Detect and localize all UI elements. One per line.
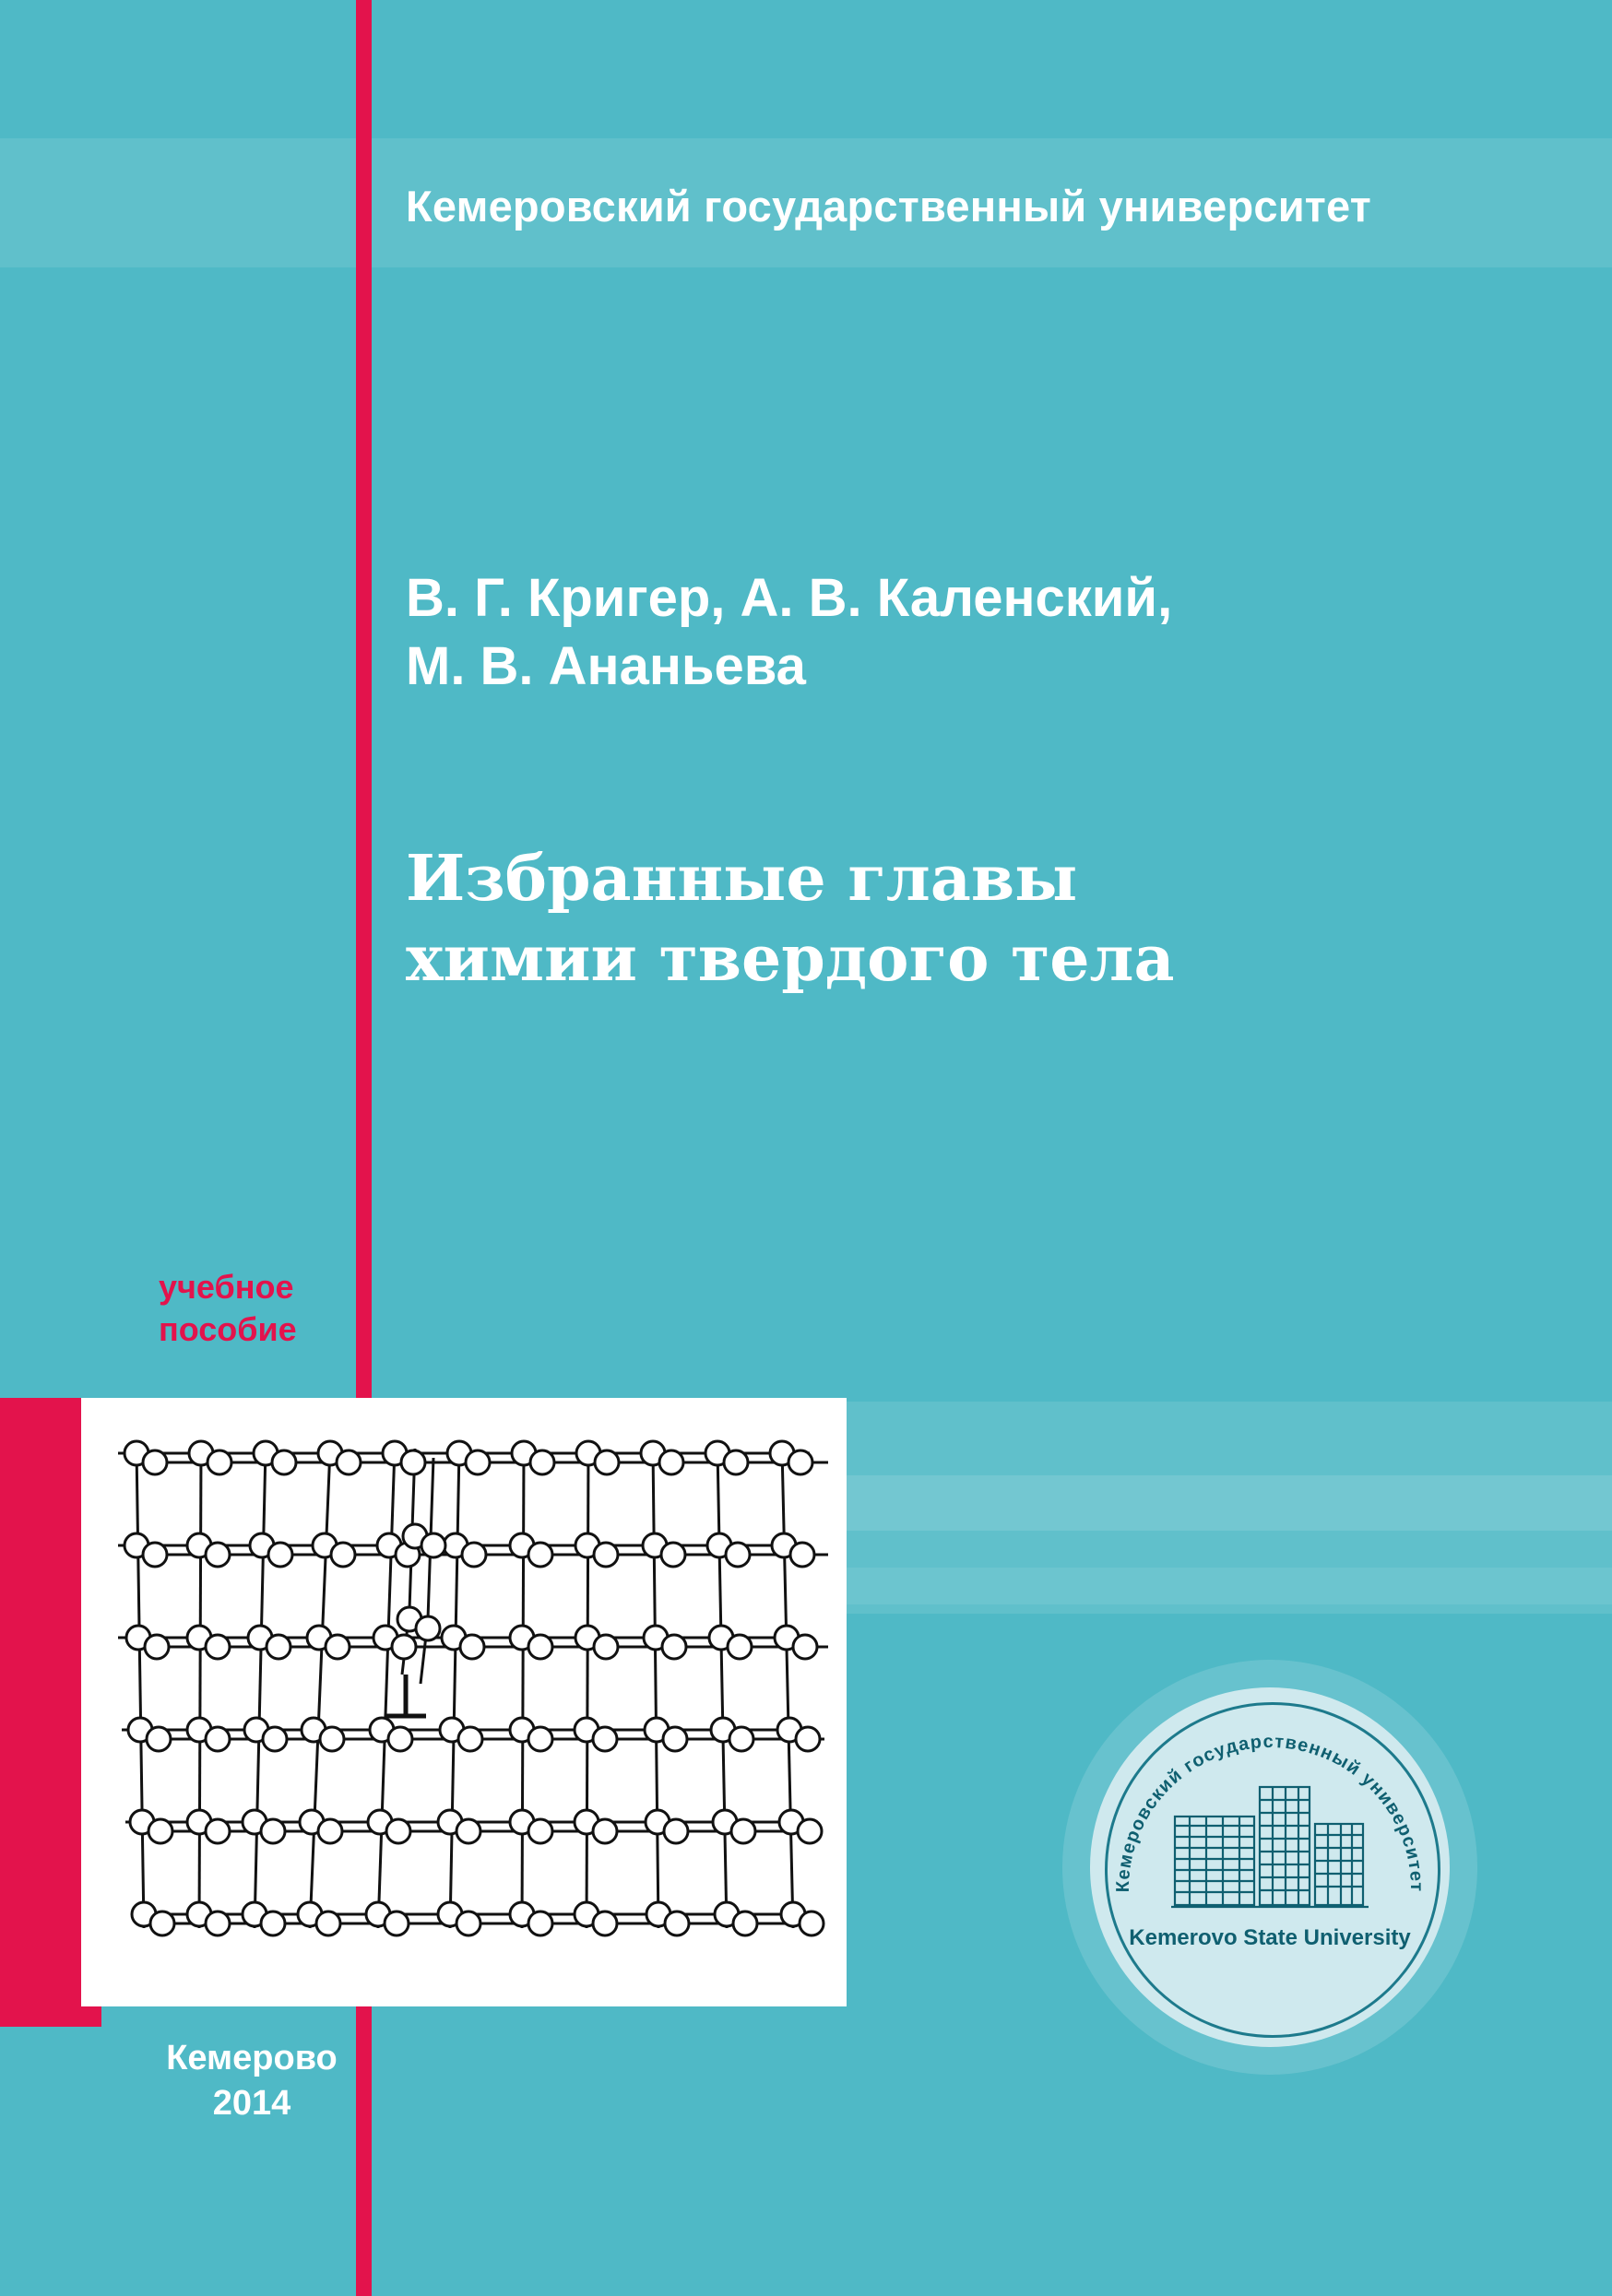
- title-line-2: химии твердого тела: [406, 922, 1175, 997]
- svg-text:Кемеровский государственный ун: Кемеровский государственный университет: [1112, 1731, 1428, 1893]
- university-emblem: [1062, 1660, 1477, 2075]
- title-line-1: Избранные главы: [406, 842, 1078, 916]
- imprint: [155, 2036, 349, 2127]
- city: Кемерово: [166, 2039, 338, 2077]
- year: 2014: [212, 2084, 291, 2124]
- author-line-2: М. В. Ананьева: [406, 636, 806, 697]
- authors: [406, 564, 1172, 701]
- crystal-lattice-figure: [81, 1398, 847, 2006]
- university-building-icon: [1171, 1769, 1369, 1916]
- author-line-1: В. Г. Кригер, А. В. Каленский,: [406, 568, 1173, 628]
- crystal-lattice-diagram: [81, 1398, 847, 2006]
- page-title: [406, 839, 1175, 1000]
- university-name: Кемеровский государственный университет: [406, 182, 1371, 231]
- kind-line-2: пособие: [159, 1310, 297, 1349]
- decor-band-stripe-2: [830, 1568, 1612, 1604]
- publication-kind: [159, 1266, 297, 1351]
- kind-line-1: учебное: [159, 1268, 294, 1306]
- decor-band-stripe-1: [830, 1475, 1612, 1531]
- emblem-subtitle: Kemerovo State University: [1129, 1925, 1411, 1950]
